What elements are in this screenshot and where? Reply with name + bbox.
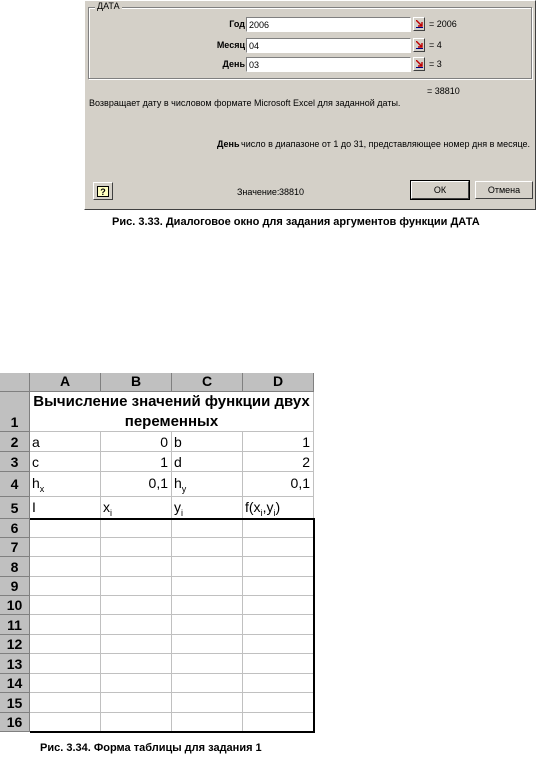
table-cell[interactable] [101,713,172,732]
table-cell[interactable] [30,713,101,732]
cell-c4-main: h [174,475,182,491]
table-cell[interactable] [172,519,243,538]
table-cell[interactable] [101,596,172,615]
table-cell[interactable] [30,596,101,615]
table-cell[interactable] [30,654,101,674]
cell-a5[interactable]: I [30,497,101,519]
help-button[interactable] [93,182,113,200]
table-cell[interactable] [243,519,314,538]
day-input[interactable]: 03 [246,57,411,72]
cell-d5-part2: ,y [262,499,274,515]
table-cell[interactable] [30,519,101,538]
cell-a4-sub: x [39,483,45,494]
row-header-8[interactable]: 8 [0,557,30,577]
row-header-4[interactable]: 4 [0,472,30,497]
table-cell[interactable] [101,615,172,635]
range-select-icon [416,20,423,28]
cell-d5-sub1: i [260,507,263,518]
table-cell[interactable] [30,557,101,577]
month-result: = 4 [429,40,442,50]
range-select-icon [416,41,423,49]
table-cell[interactable] [101,635,172,654]
cell-c5-sub: i [181,507,183,518]
cell-b3[interactable]: 1 [101,452,172,472]
cancel-button[interactable]: Отмена [475,181,533,199]
table-cell[interactable] [243,538,314,557]
table-cell[interactable] [172,713,243,732]
table-cell[interactable] [101,519,172,538]
table-cell[interactable] [243,674,314,693]
cell-b4[interactable]: 0,1 [101,472,172,497]
table-cell[interactable] [101,674,172,693]
function-arguments-dialog [84,0,536,210]
cell-d5[interactable] [243,497,314,519]
group-title: ДАТА [97,1,120,11]
row-header-3[interactable]: 3 [0,452,30,472]
row-header-16[interactable]: 16 [0,713,30,732]
table-cell[interactable] [172,674,243,693]
table-cell[interactable] [243,693,314,713]
table-cell[interactable] [101,654,172,674]
row-header-11[interactable]: 11 [0,615,30,635]
function-result: = 38810 [427,86,460,96]
table-cell[interactable] [172,693,243,713]
year-label: Год [229,19,245,29]
row-header-9[interactable]: 9 [0,577,30,596]
arg-help-name: День [217,139,240,149]
cell-d3[interactable]: 2 [243,452,314,472]
cell-d5-part1: f(x [245,499,261,515]
table-cell[interactable] [30,635,101,654]
thick-border-right [313,518,315,733]
arg-row-day [89,57,529,73]
cell-d5-sub2: i [273,507,276,518]
function-description: Возвращает дату в числовом формате Microsoft Excel для заданной даты. [89,98,401,108]
cell-c4[interactable] [172,472,243,497]
cell-d5-part3: ) [275,499,281,515]
cell-b2[interactable]: 0 [101,432,172,452]
table-cell[interactable] [243,713,314,732]
value-display: 38810 [279,187,305,197]
arg-help-text: число в диапазоне от 1 до 31, представляющее номер дня в месяце. [241,139,531,149]
cell-c5-main: y [174,499,181,515]
row-header-15[interactable]: 15 [0,693,30,713]
month-collapse-button[interactable] [413,38,425,52]
column-header-a[interactable]: A [30,373,101,392]
day-label: День [222,59,245,69]
day-collapse-button[interactable] [413,57,425,71]
cell-a2[interactable]: a [30,432,101,452]
figure-caption-1: Рис. 3.33. Диалоговое окно для задания аргументов функции ДАТА [112,216,480,228]
ok-button[interactable]: ОК [411,181,469,199]
date-function-group [88,1,532,79]
month-label: Месяц [216,40,245,50]
row-header-13[interactable]: 13 [0,654,30,674]
column-header-c[interactable]: C [172,373,243,392]
range-select-icon [416,60,423,68]
table-cell[interactable] [243,577,314,596]
table-cell[interactable] [101,538,172,557]
question-mark-icon [97,186,109,197]
thick-border-bottom [30,731,315,733]
table-cell[interactable] [101,557,172,577]
table-cell[interactable] [243,596,314,615]
cell-b5[interactable] [101,497,172,519]
title-line-1: Вычисление значений функции двух [33,393,310,410]
select-all-corner[interactable] [0,373,30,392]
day-result: = 3 [429,59,442,69]
table-cell[interactable] [101,577,172,596]
cell-d2[interactable]: 1 [243,432,314,452]
cell-a3[interactable]: c [30,452,101,472]
table-cell[interactable] [243,654,314,674]
row-header-10[interactable]: 10 [0,596,30,615]
table-cell[interactable] [101,693,172,713]
table-cell[interactable] [30,674,101,693]
row-header-6[interactable]: 6 [0,519,30,538]
row-header-2[interactable]: 2 [0,432,30,452]
table-cell[interactable] [172,635,243,654]
cell-a4-main: h [32,475,40,491]
svg-text:?: ? [100,187,106,197]
thick-border-top [30,518,315,520]
value-label: Значение: [237,187,280,197]
year-input[interactable]: 2006 [246,17,411,32]
cell-a4[interactable] [30,472,101,497]
table-cell[interactable] [172,615,243,635]
row-header-12[interactable]: 12 [0,635,30,654]
table-cell[interactable] [30,615,101,635]
row-header-1[interactable]: 1 [0,392,30,432]
cell-b5-main: x [103,499,110,515]
row-header-14[interactable]: 14 [0,674,30,693]
year-collapse-button[interactable] [413,17,425,31]
table-cell[interactable] [30,538,101,557]
column-header-d[interactable]: D [243,373,314,392]
arg-row-month [89,38,529,54]
table-cell[interactable] [243,615,314,635]
cell-d4[interactable]: 0,1 [243,472,314,497]
cell-c3[interactable]: d [172,452,243,472]
arg-row-year [89,17,529,33]
title-cell-a1[interactable] [30,392,314,432]
table-cell[interactable] [243,557,314,577]
row-header-5[interactable]: 5 [0,497,30,519]
table-cell[interactable] [30,693,101,713]
table-cell[interactable] [172,596,243,615]
table-cell[interactable] [172,577,243,596]
cell-c2[interactable]: b [172,432,243,452]
cell-c4-sub: y [181,483,187,494]
cell-b5-sub: i [110,507,112,518]
table-cell[interactable] [172,538,243,557]
cell-c5[interactable] [172,497,243,519]
table-cell[interactable] [172,557,243,577]
year-result: = 2006 [429,19,457,29]
table-cell[interactable] [30,577,101,596]
row-header-7[interactable]: 7 [0,538,30,557]
table-cell[interactable] [243,635,314,654]
column-header-b[interactable]: B [101,373,172,392]
title-line-2: переменных [124,413,219,430]
month-input[interactable]: 04 [246,38,411,53]
table-cell[interactable] [172,654,243,674]
figure-caption-2: Рис. 3.34. Форма таблицы для задания 1 [40,742,262,754]
